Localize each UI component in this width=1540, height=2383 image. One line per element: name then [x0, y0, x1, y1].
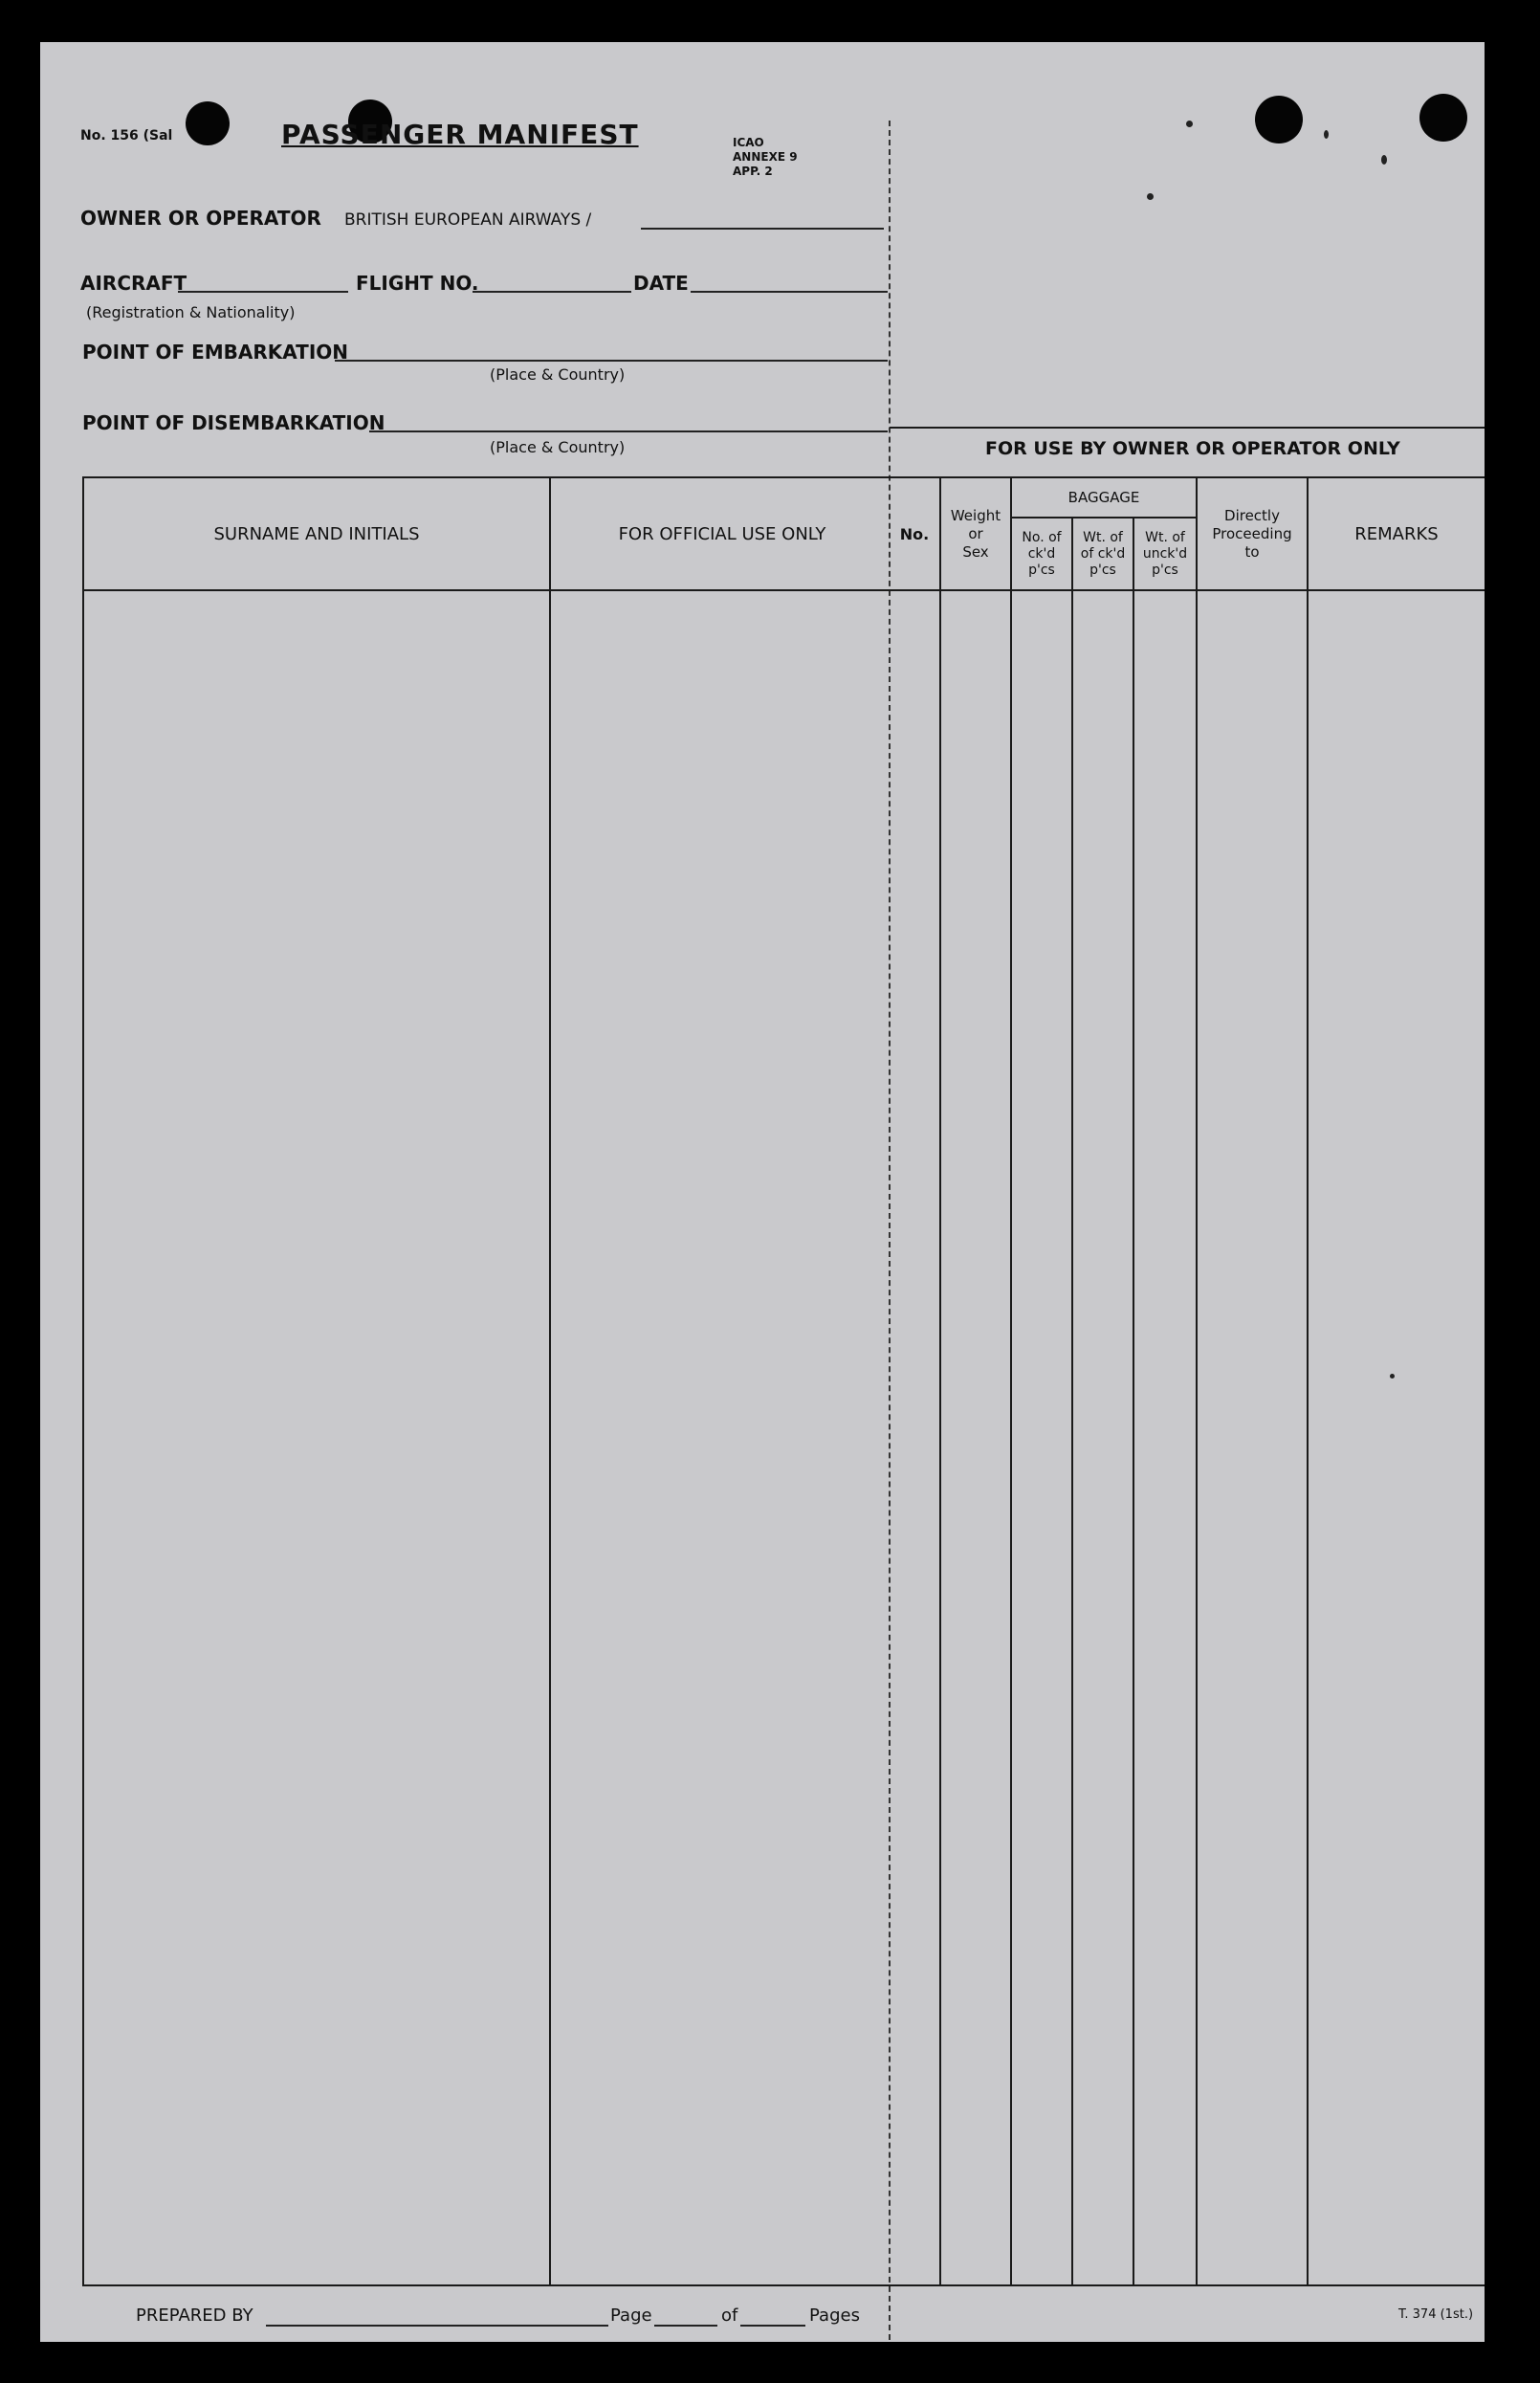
- owner-label: OWNER OR OPERATOR: [80, 207, 321, 230]
- speck: [1147, 193, 1154, 200]
- icao-reference: [733, 136, 798, 179]
- aircraft-label: AIRCRAFT: [80, 272, 187, 295]
- header-weight-sex: [941, 478, 1010, 589]
- page-label: Page: [610, 2306, 652, 2326]
- header-directly-proceeding: [1198, 478, 1307, 589]
- pages-label: Pages: [809, 2306, 860, 2326]
- header-number: No.: [899, 524, 930, 543]
- prepared-by-field[interactable]: [266, 2325, 608, 2327]
- header-weight-line: Weight: [950, 506, 1001, 524]
- header-surname: SURNAME AND INITIALS: [213, 523, 420, 544]
- header-line: ck'd: [1027, 545, 1056, 562]
- form-code: T. 374 (1st.): [1398, 2307, 1474, 2322]
- icao-line: ANNEXE 9: [733, 150, 798, 164]
- surname-entry-column[interactable]: [84, 591, 549, 2284]
- header-no-ckd-pcs: [1012, 519, 1071, 589]
- page-total-field[interactable]: [740, 2325, 805, 2327]
- col-divider: [1133, 517, 1134, 2284]
- header-line: p'cs: [1028, 562, 1055, 578]
- header-remarks: REMARKS: [1354, 523, 1439, 544]
- date-field[interactable]: [691, 291, 888, 293]
- header-line: p'cs: [1152, 562, 1178, 578]
- header-wt-unckd-pcs: [1134, 519, 1196, 589]
- operator-section-title: FOR USE BY OWNER OR OPERATOR ONLY: [985, 438, 1400, 459]
- page-number-field[interactable]: [654, 2325, 717, 2327]
- form-title: PASSENGER MANIFEST: [281, 119, 639, 150]
- punch-hole: [1255, 96, 1303, 143]
- embarkation-field[interactable]: [335, 360, 888, 362]
- header-line: Proceeding: [1212, 524, 1292, 542]
- header-wt-ckd-pcs: [1073, 519, 1133, 589]
- speck: [1324, 130, 1329, 139]
- col-divider: [1071, 517, 1073, 2284]
- header-line: Wt. of: [1083, 529, 1123, 545]
- header-weight-line: Sex: [962, 542, 989, 561]
- official-use-entry-column[interactable]: [551, 591, 890, 2284]
- embarkation-sublabel: (Place & Country): [490, 365, 626, 384]
- header-baggage: BAGGAGE: [1067, 488, 1140, 506]
- date-label: DATE: [633, 272, 689, 295]
- punch-hole: [186, 101, 230, 145]
- icao-line: APP. 2: [733, 165, 773, 178]
- col-divider: [1010, 476, 1012, 2284]
- header-line: unck'd: [1142, 545, 1188, 562]
- header-line: Wt. of: [1145, 529, 1185, 545]
- header-line: Directly: [1224, 506, 1280, 524]
- header-line: No. of: [1022, 529, 1062, 545]
- header-official-use: FOR OFFICIAL USE ONLY: [618, 523, 826, 544]
- disembarkation-field[interactable]: [369, 430, 888, 432]
- header-line: to: [1244, 542, 1260, 561]
- manifest-form-sheet: [40, 42, 1485, 2342]
- of-label: of: [721, 2306, 738, 2326]
- icao-line: ICAO: [733, 136, 764, 149]
- flight-no-label: FLIGHT NO.: [356, 272, 479, 295]
- form-number: No. 156 (Sal: [80, 128, 173, 143]
- operator-section-top-rule: [890, 427, 1485, 429]
- col-divider: [939, 476, 941, 2284]
- disembarkation-label: POINT OF DISEMBARKATION: [82, 411, 385, 434]
- remarks-entry-column[interactable]: [1309, 591, 1485, 2284]
- punch-hole: [1419, 94, 1467, 142]
- flight-no-field[interactable]: [473, 291, 631, 293]
- header-line: p'cs: [1089, 562, 1116, 578]
- speck: [1186, 121, 1193, 127]
- aircraft-sublabel: (Registration & Nationality): [86, 303, 296, 321]
- disembarkation-sublabel: (Place & Country): [490, 438, 626, 456]
- aircraft-field[interactable]: [178, 291, 348, 293]
- header-line: of ck'd: [1080, 545, 1126, 562]
- embarkation-label: POINT OF EMBARKATION: [82, 341, 349, 364]
- prepared-by-label: PREPARED BY: [136, 2306, 253, 2326]
- table-bottom-rule: [82, 2284, 1485, 2286]
- owner-field-line[interactable]: [641, 228, 884, 230]
- owner-value: BRITISH EUROPEAN AIRWAYS /: [344, 210, 592, 230]
- col-divider: [1196, 476, 1198, 2284]
- speck: [1381, 155, 1387, 165]
- header-weight-line: or: [968, 524, 983, 542]
